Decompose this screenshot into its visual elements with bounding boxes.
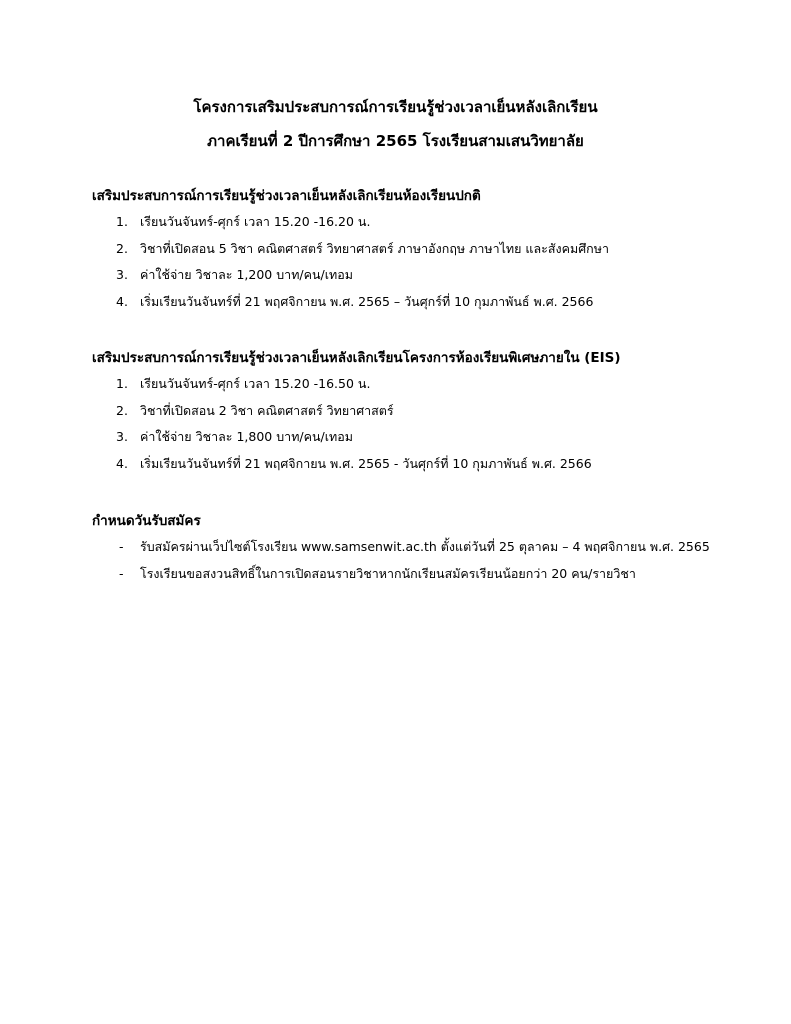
- list-item-text: ค่าใช้จ่าย วิชาละ 1,800 บาท/คน/เทอม: [140, 429, 354, 444]
- list-item: [92, 455, 772, 473]
- list-item-text: เรียนวันจันทร์-ศุกร์ เวลา 15.20 -16.50 น.: [140, 376, 371, 391]
- list-item-number: 3.: [116, 429, 128, 444]
- list-item-text: เริ่มเรียนวันจันทร์ที่ 21 พฤศจิกายน พ.ศ. 2565 - วันศุกร์ที่ 10 กุมภาพันธ์ พ.ศ. 2566: [140, 455, 592, 471]
- dash-bullet: -: [119, 565, 124, 581]
- dash-bullet: -: [119, 539, 124, 554]
- list-item-number: 2.: [116, 402, 128, 418]
- list-item-number: 2.: [116, 240, 128, 256]
- document-title-line-2: ภาคเรียนที่ 2 ปีการศึกษา 2565 โรงเรียนสามเสนวิทยาลัย: [207, 132, 584, 150]
- list-item: [92, 213, 772, 231]
- list-item: [92, 293, 772, 311]
- list-item-text: เรียนวันจันทร์-ศุกร์ เวลา 15.20 -16.20 น.: [140, 214, 371, 229]
- bullet-list: [92, 538, 772, 583]
- section-eis-program: [92, 349, 772, 481]
- section-heading: เสริมประสบการณ์การเรียนรู้ช่วงเวลาเย็นหลังเลิกเรียนห้องเรียนปกติ: [92, 188, 481, 204]
- numbered-list: [92, 375, 772, 473]
- list-item: [92, 565, 772, 583]
- section-heading: กำหนดวันรับสมัคร: [92, 513, 201, 529]
- list-item-number: 1.: [116, 214, 128, 229]
- list-item: [92, 402, 772, 420]
- section-heading: เสริมประสบการณ์การเรียนรู้ช่วงเวลาเย็นหลังเลิกเรียนโครงการห้องเรียนพิเศษภายใน (EIS): [92, 350, 621, 366]
- list-item-number: 1.: [116, 376, 128, 391]
- list-item-text: วิชาที่เปิดสอน 5 วิชา คณิตศาสตร์ วิทยาศาสตร์ ภาษาอังกฤษ ภาษาไทย และสังคมศึกษา: [140, 240, 609, 256]
- list-item-text: เริ่มเรียนวันจันทร์ที่ 21 พฤศจิกายน พ.ศ. 2565 – วันศุกร์ที่ 10 กุมภาพันธ์ พ.ศ. 2566: [140, 293, 594, 309]
- list-item: [92, 240, 772, 258]
- list-item-number: 3.: [116, 267, 128, 282]
- list-item-text: รับสมัครผ่านเว็ปไซต์โรงเรียน www.samsenwit.ac.th ตั้งแต่วันที่ 25 ตุลาคม – 4 พฤศจิกายน พ.ศ. 2565: [140, 539, 710, 554]
- document-title-line-1: โครงการเสริมประสบการณ์การเรียนรู้ช่วงเวลาเย็นหลังเลิกเรียน: [193, 98, 598, 116]
- list-item: [92, 266, 772, 284]
- numbered-list: [92, 213, 772, 311]
- list-item: [92, 538, 772, 556]
- list-item-number: 4.: [116, 455, 128, 471]
- list-item-number: 4.: [116, 293, 128, 309]
- list-item-text: ค่าใช้จ่าย วิชาละ 1,200 บาท/คน/เทอม: [140, 267, 354, 282]
- list-item: [92, 375, 772, 393]
- list-item-text: วิชาที่เปิดสอน 2 วิชา คณิตศาสตร์ วิทยาศาสตร์: [140, 402, 394, 418]
- section-application-dates: [92, 512, 772, 591]
- section-regular-classroom: [92, 187, 772, 319]
- list-item-text: โรงเรียนขอสงวนสิทธิ์ในการเปิดสอนรายวิชาหากนักเรียนสมัครเรียนน้อยกว่า 20 คน/รายวิชา: [140, 565, 636, 581]
- list-item: [92, 428, 772, 446]
